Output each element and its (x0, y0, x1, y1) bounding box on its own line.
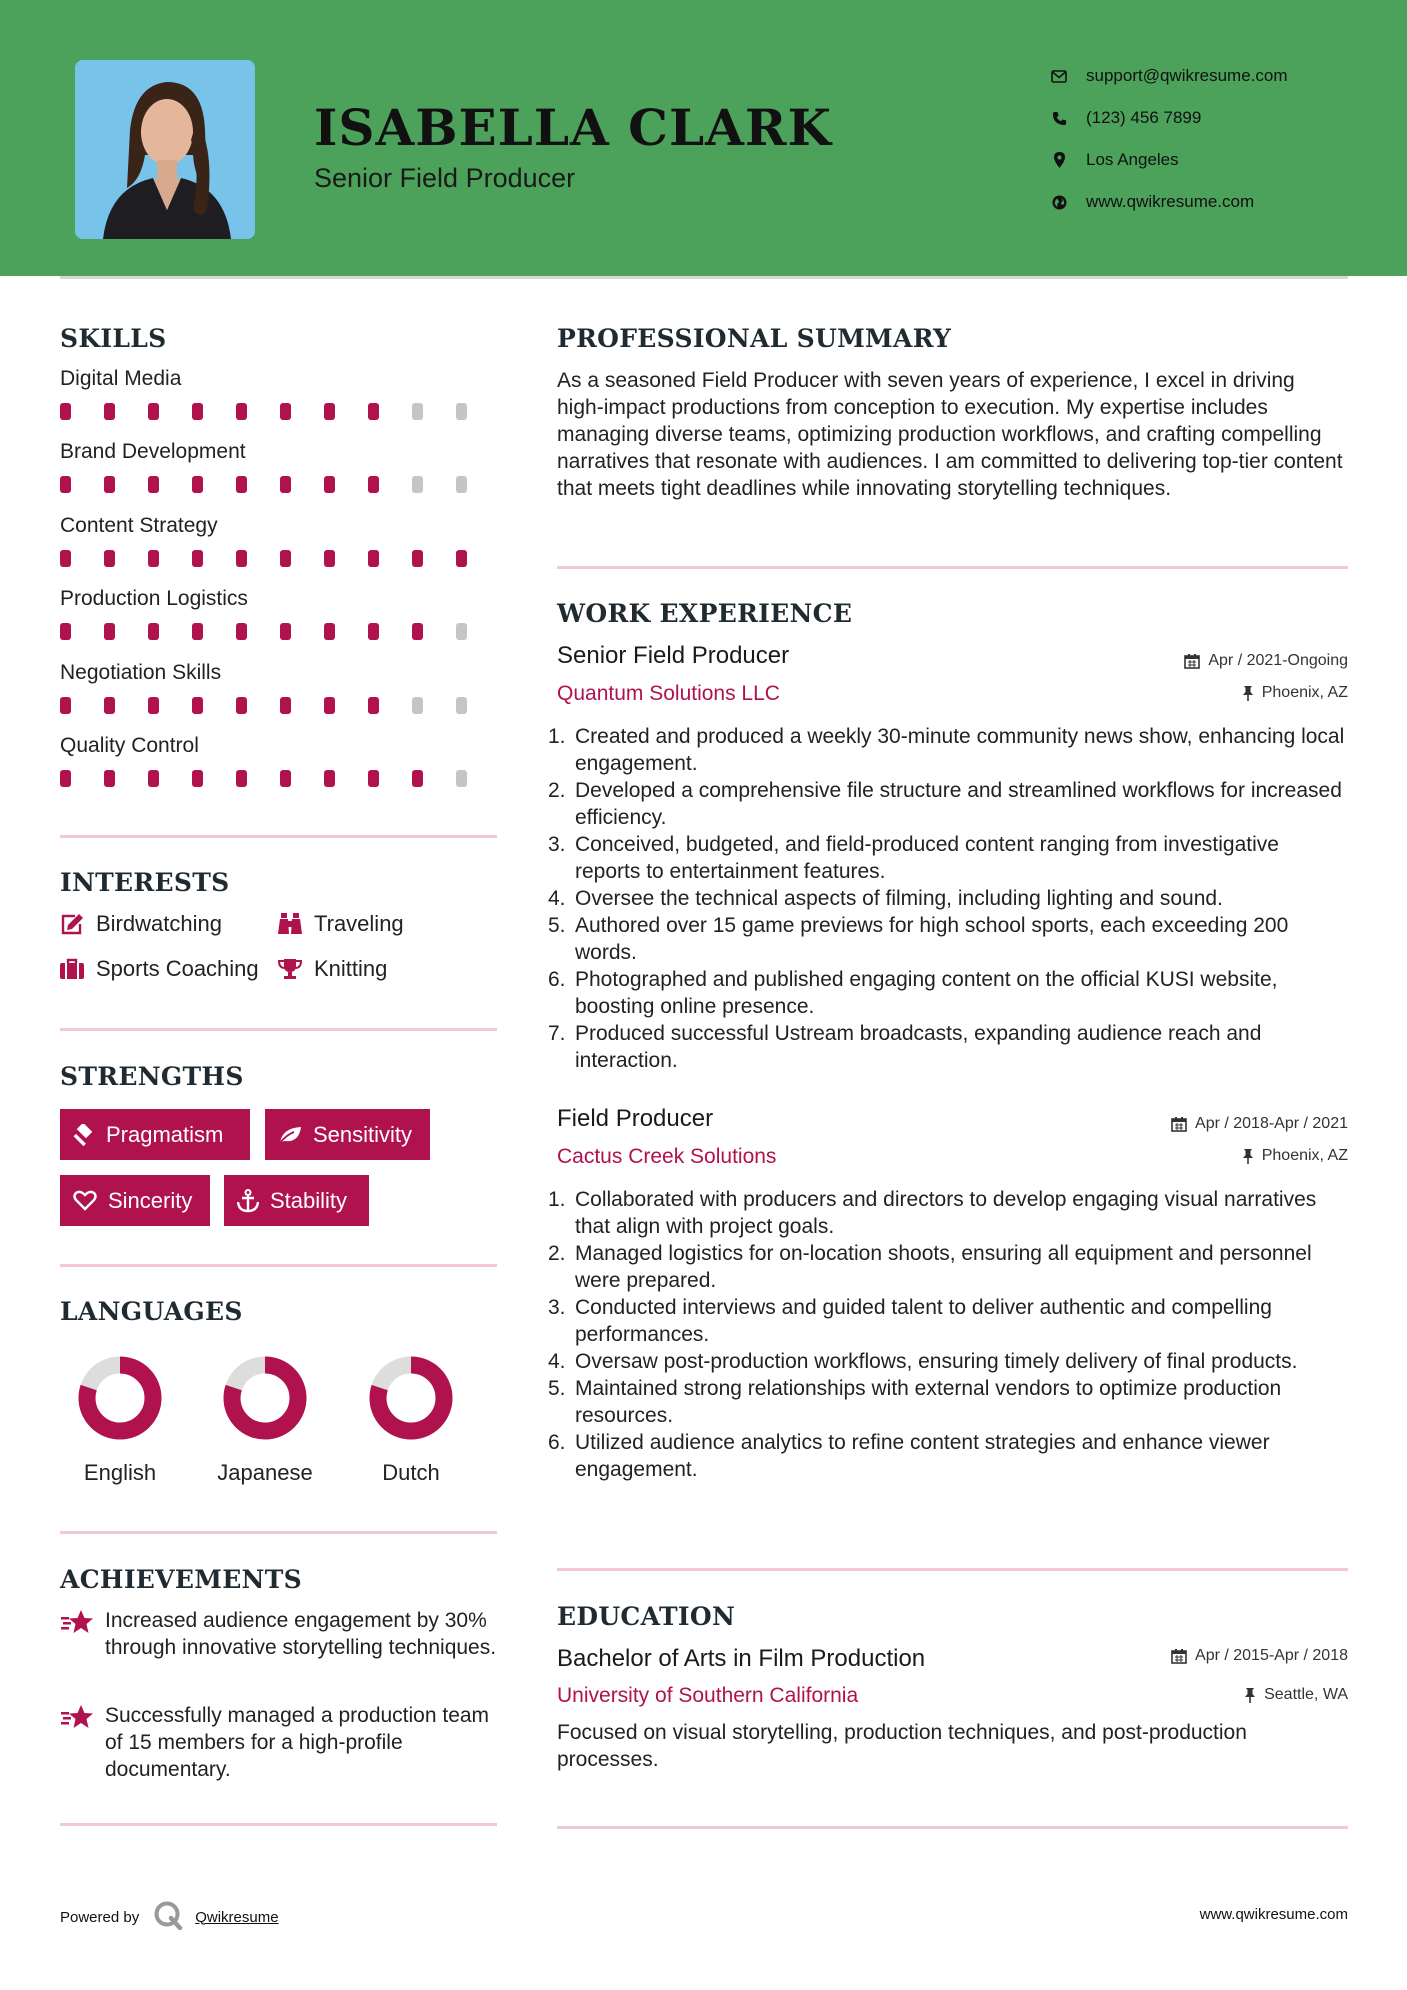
rating-dot-filled (368, 770, 379, 787)
rating-dot-filled (104, 550, 115, 567)
pushpin-icon (1242, 685, 1254, 701)
rating-dot-filled (236, 403, 247, 420)
job-location (1242, 1147, 1348, 1165)
bullet-text: Authored over 15 game previews for high school sports, each exceeding 200 words. (575, 914, 1289, 964)
job-bullet (548, 1375, 1348, 1429)
education-location (1244, 1686, 1348, 1704)
job-location-text: Phoenix, AZ (1261, 684, 1348, 701)
job-dates (1184, 652, 1348, 670)
skill-item (60, 661, 500, 714)
job-dates (1171, 1115, 1348, 1133)
contact-phone-text: (123) 456 7899 (1086, 108, 1202, 127)
achievements-heading: ACHIEVEMENTS (60, 1565, 302, 1594)
bullet-number: 5. (548, 914, 566, 937)
skill-item (60, 514, 500, 567)
bullet-text: Conducted interviews and guided talent to deliver authentic and compelling performances. (575, 1296, 1272, 1346)
rating-dot-filled (104, 403, 115, 420)
summary-heading: PROFESSIONAL SUMMARY (557, 324, 952, 353)
skill-name: Content Strategy (60, 513, 218, 537)
bullet-number: 6. (548, 1431, 566, 1454)
section-divider (557, 1568, 1348, 1571)
interest-label: Birdwatching (96, 911, 222, 936)
section-divider (60, 835, 497, 838)
job-bullet (548, 885, 1348, 912)
bullet-number: 4. (548, 887, 566, 910)
rating-dot-filled (192, 770, 203, 787)
section-divider (60, 1028, 497, 1031)
contact-location-text: Los Angeles (1086, 150, 1179, 169)
heart-icon (73, 1190, 97, 1211)
rating-dot-filled (368, 697, 379, 714)
rating-dot-filled (148, 770, 159, 787)
rating-dot-filled (60, 403, 71, 420)
bullet-text: Created and produced a weekly 30-minute community news show, enhancing local engagement. (575, 725, 1345, 775)
calendar-icon (1184, 653, 1200, 669)
footer-url[interactable]: www.qwikresume.com (1199, 1906, 1348, 1923)
skill-rating (60, 550, 500, 567)
rating-dot-filled (280, 403, 291, 420)
rating-dot-filled (456, 550, 467, 567)
rating-dot-empty (456, 476, 467, 493)
skill-item (60, 587, 500, 640)
portrait-image (75, 60, 255, 239)
rating-dot-filled (368, 550, 379, 567)
rating-dot-filled (236, 623, 247, 640)
rating-dot-filled (368, 476, 379, 493)
strength-tag (224, 1175, 369, 1226)
rating-dot-filled (412, 550, 423, 567)
leaf-icon (278, 1125, 302, 1145)
profile-photo (75, 60, 255, 239)
bullet-text: Managed logistics for on-location shoots, ensuring all equipment and personnel were prepared. (575, 1242, 1312, 1292)
language-label: English (83, 1460, 157, 1485)
bullet-number: 5. (548, 1377, 566, 1400)
qwikresume-link[interactable]: Qwikresume (195, 1908, 279, 1926)
contact-list (1050, 55, 1288, 223)
rating-dot-empty (412, 403, 423, 420)
bullet-number: 1. (548, 1188, 566, 1211)
rating-dot-filled (236, 550, 247, 567)
contact-phone[interactable] (1050, 97, 1288, 139)
rating-dot-filled (104, 476, 115, 493)
bullet-text: Developed a comprehensive file structure and streamlined workflows for increased efficiency. (575, 779, 1342, 829)
section-divider (557, 566, 1348, 569)
rating-dot-filled (148, 550, 159, 567)
strengths-heading: STRENGTHS (60, 1062, 244, 1091)
qwikresume-logo-icon (153, 1900, 183, 1934)
globe-icon (1050, 193, 1068, 211)
rating-dot-filled (148, 476, 159, 493)
language-donut (222, 1355, 308, 1441)
rating-dot-filled (236, 476, 247, 493)
footer-branding (60, 1900, 279, 1934)
rating-dot-filled (280, 550, 291, 567)
school-name: University of Southern California (557, 1684, 859, 1707)
section-divider (60, 1823, 497, 1826)
rating-dot-filled (324, 403, 335, 420)
rating-dot-filled (192, 550, 203, 567)
anchor-icon (237, 1189, 259, 1213)
language-item (346, 1355, 476, 1486)
job-bullet-list (548, 723, 1348, 1074)
interest-label: Sports Coaching (96, 956, 259, 981)
section-divider (60, 1531, 497, 1534)
contact-email-text: support@qwikresume.com (1086, 66, 1288, 85)
bullet-number: 2. (548, 779, 566, 802)
job-bullet (548, 1294, 1348, 1348)
trophy-icon (278, 958, 302, 980)
job-bullet (548, 1348, 1348, 1375)
rating-dot-filled (148, 623, 159, 640)
language-donut (368, 1355, 454, 1441)
contact-email[interactable] (1050, 55, 1288, 97)
rating-dot-empty (456, 403, 467, 420)
bullet-number: 7. (548, 1022, 566, 1045)
rating-dot-filled (236, 770, 247, 787)
job-location-text: Phoenix, AZ (1261, 1147, 1348, 1164)
strength-label: Stability (270, 1187, 348, 1213)
rating-dot-filled (104, 697, 115, 714)
candidate-title: Senior Field Producer (314, 163, 576, 193)
rating-dot-empty (456, 623, 467, 640)
header-divider (60, 276, 1348, 279)
rating-dot-filled (412, 770, 423, 787)
job-company: Cactus Creek Solutions (557, 1145, 777, 1168)
rating-dot-filled (60, 476, 71, 493)
skill-rating (60, 770, 500, 787)
rating-dot-filled (280, 697, 291, 714)
edit-icon (60, 913, 84, 935)
job-bullet (548, 966, 1348, 1020)
rating-dot-filled (60, 770, 71, 787)
job-bullet (548, 912, 1348, 966)
skill-item (60, 440, 500, 493)
skill-rating (60, 476, 500, 493)
bullet-number: 3. (548, 1296, 566, 1319)
header-band (0, 0, 1407, 276)
contact-location (1050, 139, 1288, 181)
interest-item (278, 956, 387, 982)
job-bullet (548, 1020, 1348, 1074)
binoculars-icon (278, 913, 302, 935)
contact-website-text: www.qwikresume.com (1086, 192, 1255, 211)
bullet-text: Oversee the technical aspects of filming, including lighting and sound. (575, 887, 1223, 910)
strength-label: Pragmatism (106, 1121, 224, 1147)
rating-dot-filled (60, 623, 71, 640)
bullet-number: 2. (548, 1242, 566, 1265)
job-bullet (548, 1429, 1348, 1483)
achievement-text: Successfully managed a production team of 15 members for a high-profile documentary. (105, 1704, 490, 1781)
rating-dot-empty (412, 697, 423, 714)
bullet-text: Oversaw post-production workflows, ensuring timely delivery of final products. (575, 1350, 1298, 1373)
bullet-text: Maintained strong relationships with external vendors to optimize production resources. (575, 1377, 1282, 1427)
strength-label: Sincerity (108, 1187, 193, 1213)
interest-item (60, 911, 222, 937)
rating-dot-filled (324, 476, 335, 493)
job-bullet-list (548, 1186, 1348, 1483)
rating-dot-filled (148, 403, 159, 420)
experience-heading: WORK EXPERIENCE (557, 599, 853, 628)
star-icon (60, 1704, 94, 1730)
rating-dot-filled (148, 697, 159, 714)
skill-item (60, 367, 500, 420)
skill-item (60, 734, 500, 787)
rating-dot-empty (456, 770, 467, 787)
language-label: Japanese (217, 1460, 313, 1485)
rating-dot-filled (192, 697, 203, 714)
rating-dot-filled (280, 623, 291, 640)
education-location-text: Seattle, WA (1264, 1686, 1348, 1703)
job-title: Senior Field Producer (557, 642, 790, 669)
rating-dot-filled (192, 623, 203, 640)
rating-dot-filled (324, 550, 335, 567)
achievement-item (60, 1607, 500, 1661)
education-description: Focused on visual storytelling, production techniques, and post-production processes. (557, 1721, 1247, 1771)
powered-by-text: Powered by (60, 1908, 140, 1926)
degree-title: Bachelor of Arts in Film Production (557, 1645, 926, 1672)
bullet-text: Conceived, budgeted, and field-produced content ranging from investigative reports to entertainment features. (575, 833, 1279, 883)
strength-label: Sensitivity (313, 1121, 413, 1147)
rating-dot-filled (368, 623, 379, 640)
rating-dot-filled (412, 623, 423, 640)
job-bullet (548, 777, 1348, 831)
rating-dot-filled (236, 697, 247, 714)
rating-dot-filled (324, 770, 335, 787)
rating-dot-filled (324, 623, 335, 640)
rating-dot-filled (104, 623, 115, 640)
bullet-number: 4. (548, 1350, 566, 1373)
map-marker-icon (1050, 151, 1068, 169)
skill-name: Negotiation Skills (60, 660, 222, 684)
interest-item (60, 956, 259, 982)
rating-dot-filled (104, 770, 115, 787)
rating-dot-empty (412, 476, 423, 493)
bullet-text: Produced successful Ustream broadcasts, expanding audience reach and interaction. (575, 1022, 1262, 1072)
education-heading: EDUCATION (557, 1602, 736, 1631)
section-divider (557, 1826, 1348, 1829)
job-company: Quantum Solutions LLC (557, 682, 780, 705)
bullet-number: 6. (548, 968, 566, 991)
bullet-number: 1. (548, 725, 566, 748)
rating-dot-filled (280, 770, 291, 787)
rating-dot-empty (456, 697, 467, 714)
bullet-text: Photographed and published engaging content on the official KUSI website, boosting online presence. (575, 968, 1278, 1018)
bullet-number: 3. (548, 833, 566, 856)
skill-rating (60, 403, 500, 420)
skills-heading: SKILLS (60, 324, 167, 353)
job-bullet (548, 723, 1348, 777)
language-donut (77, 1355, 163, 1441)
calendar-icon (1171, 1648, 1187, 1664)
skill-name: Quality Control (60, 734, 199, 757)
language-item (55, 1355, 185, 1486)
skill-name: Digital Media (60, 367, 182, 390)
bullet-text: Collaborated with producers and directors to develop engaging visual narratives that align with project goals. (575, 1188, 1317, 1238)
skill-name: Production Logistics (60, 587, 248, 611)
rating-dot-filled (324, 697, 335, 714)
rating-dot-filled (192, 476, 203, 493)
phone-icon (1050, 109, 1068, 127)
gavel-icon (73, 1124, 95, 1146)
job-location (1242, 684, 1348, 702)
job-bullet (548, 831, 1348, 885)
interests-heading: INTERESTS (60, 868, 230, 897)
candidate-name: ISABELLA CLARK (314, 98, 832, 157)
rating-dot-filled (192, 403, 203, 420)
pushpin-icon (1244, 1687, 1256, 1703)
interest-label: Traveling (314, 911, 404, 936)
strength-tag (60, 1109, 250, 1160)
skill-rating (60, 697, 500, 714)
skill-rating (60, 623, 500, 640)
job-title: Field Producer (557, 1105, 714, 1132)
rating-dot-filled (368, 403, 379, 420)
education-dates-text: Apr / 2015-Apr / 2018 (1195, 1647, 1348, 1664)
achievement-item (60, 1702, 500, 1783)
envelope-icon (1050, 67, 1068, 85)
summary-text: As a seasoned Field Producer with seven years of experience, I excel in driving high-impact productions from conception to execution. My expertise includes managing diverse teams, optimizing production workflows, and crafting compelling narratives that resonate with audiences. I am committed to delivering top-tier content that meets tight deadlines while innovating storytelling techniques. (557, 369, 1343, 500)
calendar-icon (1171, 1116, 1187, 1132)
job-bullet (548, 1186, 1348, 1240)
rating-dot-filled (280, 476, 291, 493)
achievement-text: Increased audience engagement by 30% through innovative storytelling techniques. (105, 1609, 497, 1659)
rating-dot-filled (60, 550, 71, 567)
education-dates (1171, 1647, 1348, 1665)
rating-dot-filled (60, 697, 71, 714)
section-divider (60, 1264, 497, 1267)
interest-item (278, 911, 404, 937)
strength-tag (265, 1109, 430, 1160)
contact-website[interactable] (1050, 181, 1288, 223)
job-bullet (548, 1240, 1348, 1294)
skill-name: Brand Development (60, 440, 246, 464)
interest-label: Knitting (314, 956, 388, 981)
pushpin-icon (1242, 1148, 1254, 1164)
job-dates-text: Apr / 2018-Apr / 2021 (1195, 1115, 1348, 1132)
strength-tag (60, 1175, 210, 1226)
language-item (200, 1355, 330, 1486)
star-icon (60, 1609, 94, 1635)
language-label: Dutch (382, 1460, 440, 1485)
briefcase-icon (60, 958, 84, 980)
job-dates-text: Apr / 2021-Ongoing (1208, 652, 1348, 669)
languages-heading: LANGUAGES (60, 1297, 243, 1326)
bullet-text: Utilized audience analytics to refine content strategies and enhance viewer engagement. (575, 1431, 1270, 1481)
